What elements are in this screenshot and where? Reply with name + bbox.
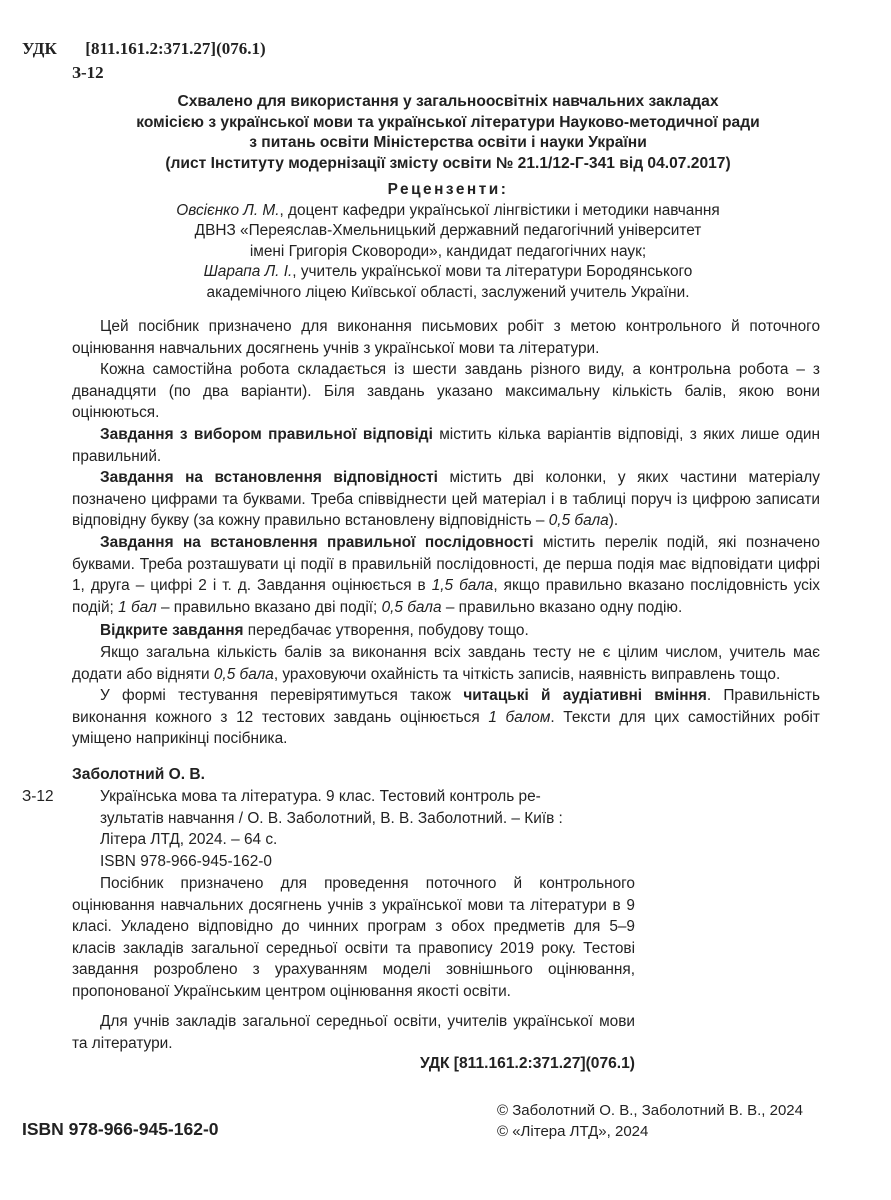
udk-code: [811.161.2:371.27](076.1) — [85, 39, 266, 58]
intro-paragraph: Завдання на встановлення відповідності містить дві колонки, у яких частини матеріалу позначено цифрами та буквами. Треба співвіднести цей матеріал і в таблиці поруч із цифрою записати відповідну букву (за кожну правильно встановлену відповідність – 0,5 бала). — [72, 469, 820, 529]
catalog-udk: УДК [811.161.2:371.27](076.1) — [419, 1055, 635, 1072]
reviewers-heading: Рецензенти: — [387, 181, 509, 198]
intro-paragraph: Цей посібник призначено для виконання письмових робіт з метою контрольного й поточного оцінювання навчальних досягнень учнів з української мови та літератури. — [72, 318, 820, 357]
intro-paragraph: Якщо загальна кількість балів за виконання всіх завдань тесту не є цілим числом, учитель має додати або відняти 0,5 бала, ураховуючи охайність та чіткість записів, наявність виправлень тощо. — [72, 644, 820, 683]
intro-paragraph: Відкрите завдання передбачає утворення, побудову тощо. — [100, 622, 529, 639]
approval-block — [72, 92, 824, 174]
catalog-description — [100, 786, 635, 872]
intro-paragraph: Кожна самостійна робота складається із шести завдань різного виду, а контрольна робота – з дванадцяти (по два варіанти). Біля завдань указано максимальну кількість балів, якою вони оцінюються. — [72, 361, 820, 421]
catalog-line: Літера ЛТД, 2024. – 64 с. — [100, 831, 278, 848]
footer-isbn: ISBN 978-966-945-162-0 — [22, 1119, 219, 1139]
catalog-annotation: Посібник призначено для проведення поточного й контрольного оцінювання навчальних досягнень учнів з української мови та літератури в 9 класі. Укладено відповідно до чинних програм з обох предметів для 5–9 класів закладів загальної середньої освіти та правопису 2019 року. Тестові завдання розроблено з урахуванням моделі зовнішнього оцінювання, пропонованої Українським центром оцінювання якості освіти. — [72, 875, 635, 1000]
reviewer-text: імені Григорія Сковороди», кандидат педагогічних наук; — [249, 242, 647, 260]
reviewer-text: , доцент кафедри української лінгвістики і методики навчання — [279, 201, 720, 219]
copyright-block — [497, 1100, 803, 1142]
approval-line: (лист Інституту модернізації змісту освіти № 21.1/12-Г-341 від 04.07.2017) — [165, 154, 731, 172]
copyright-line: © Заболотний О. В., Заболотний В. В., 2024 — [497, 1102, 803, 1119]
intro-paragraph: У формі тестування перевірятимуться також читацькі й аудіативні вміння. Правильність виконання кожного з 12 тестових завдань оцінюється 1 балом. Тексти для цих самостійних робіт уміщено наприкінці посібника. — [72, 687, 820, 747]
catalog-author: Заболотний О. В. — [72, 766, 205, 783]
catalog-line: зультатів навчання / О. В. Заболотний, В. В. Заболотний. – Київ : — [100, 809, 563, 827]
copyright-line: © «Літера ЛТД», 2024 — [497, 1123, 649, 1140]
catalog-code: З-12 — [22, 788, 54, 805]
approval-line: з питань освіти Міністерства освіти і науки України — [249, 134, 647, 151]
catalog-line: Українська мова та література. 9 клас. Тестовий контроль ре- — [100, 788, 541, 805]
udk-label: УДК — [22, 39, 57, 58]
reviewer-text: академічного ліцею Київської області, заслужений учитель України. — [206, 283, 690, 301]
catalog-isbn: ISBN 978-966-945-162-0 — [100, 852, 272, 870]
catalog-annotation: Для учнів закладів загальної середньої освіти, учителів української мови та літератури. — [72, 1013, 635, 1052]
intro-paragraph: Завдання з вибором правильної відповіді містить кілька варіантів відповіді, з яких лише один правильний. — [72, 426, 820, 465]
approval-line: Схвалено для використання у загальноосвітніх навчальних закладах — [177, 93, 719, 110]
intro-paragraph: Завдання на встановлення правильної послідовності містить перелік подій, які позначено буквами. Треба розташувати ці події в правильній послідовності, де перша подія має відповідати цифрі 1, друга – цифрі 2 і т. д. Завдання оцінюється в 1,5 бала, якщо правильно вказано послідовність усіх подій; 1 бал – правильно вказано дві події; 0,5 бала – правильно вказано одну подію. — [72, 534, 820, 616]
library-code: З-12 — [72, 63, 104, 82]
udk-header — [22, 38, 266, 60]
approval-line: комісією з української мови та української літератури Науково-методичної ради — [136, 113, 760, 131]
reviewer-text: ДВНЗ «Переяслав-Хмельницький державний педагогічний університет — [194, 222, 702, 239]
reviewer-text: , учитель української мови та літератури Бородянського — [292, 263, 693, 280]
reviewers-block — [72, 180, 824, 303]
reviewer-name: Овсієнко Л. М. — [176, 201, 280, 219]
reviewer-name: Шарапа Л. І. — [203, 263, 293, 280]
